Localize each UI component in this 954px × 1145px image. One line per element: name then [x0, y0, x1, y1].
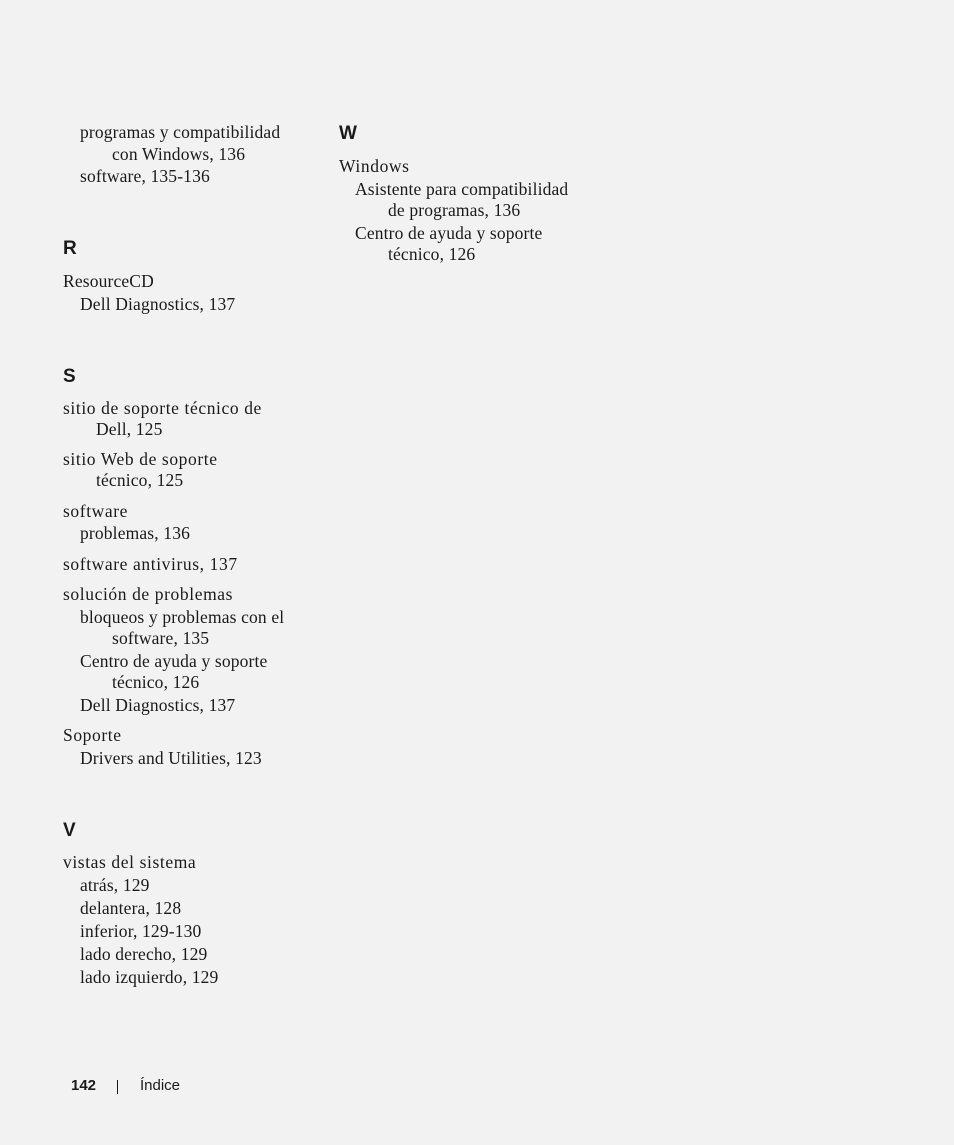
index-entry: software [63, 501, 129, 521]
index-subentry: Centro de ayuda y soporte [80, 651, 268, 671]
index-letter-heading: R [63, 238, 77, 259]
index-subentry-continuation: técnico, 126 [388, 244, 476, 264]
index-entry: Windows [339, 156, 410, 176]
index-subentry: programas y compatibilidad [80, 122, 281, 142]
index-subentry: problemas, 136 [80, 523, 190, 543]
index-subentry-continuation: con Windows, 136 [112, 144, 246, 164]
index-letter-heading: S [63, 366, 76, 387]
index-subentry: inferior, 129-130 [80, 921, 202, 941]
index-subentry: atrás, 129 [80, 875, 150, 895]
section-title: Índice [140, 1077, 181, 1094]
page-number: 142 [71, 1077, 97, 1094]
index-entry-continuation: Dell, 125 [96, 419, 163, 439]
index-subentry: Dell Diagnostics, 137 [80, 294, 236, 314]
index-subentry: software, 135-136 [80, 166, 210, 186]
index-subentry: Asistente para compatibilidad [355, 179, 569, 199]
index-entry: vistas del sistema [63, 852, 197, 872]
index-entry: solución de problemas [63, 584, 234, 604]
index-letter-heading: V [63, 820, 76, 841]
footer-separator [117, 1080, 118, 1094]
index-subentry: Centro de ayuda y soporte [355, 223, 543, 243]
index-entry: software antivirus, 137 [63, 554, 238, 574]
index-entry-continuation: técnico, 125 [96, 470, 184, 490]
index-subentry-continuation: de programas, 136 [388, 200, 521, 220]
index-letter-heading: W [339, 123, 357, 144]
index-subentry-continuation: técnico, 126 [112, 672, 200, 692]
index-subentry: lado izquierdo, 129 [80, 967, 219, 987]
index-entry: ResourceCD [63, 271, 154, 291]
index-entry: sitio de soporte técnico de [63, 398, 262, 418]
index-entry: Soporte [63, 725, 122, 745]
index-subentry: bloqueos y problemas con el [80, 607, 285, 627]
index-subentry: lado derecho, 129 [80, 944, 208, 964]
index-entry: sitio Web de soporte [63, 449, 218, 469]
index-subentry: delantera, 128 [80, 898, 182, 918]
index-subentry-continuation: software, 135 [112, 628, 210, 648]
index-subentry: Dell Diagnostics, 137 [80, 695, 236, 715]
index-subentry: Drivers and Utilities, 123 [80, 748, 262, 768]
